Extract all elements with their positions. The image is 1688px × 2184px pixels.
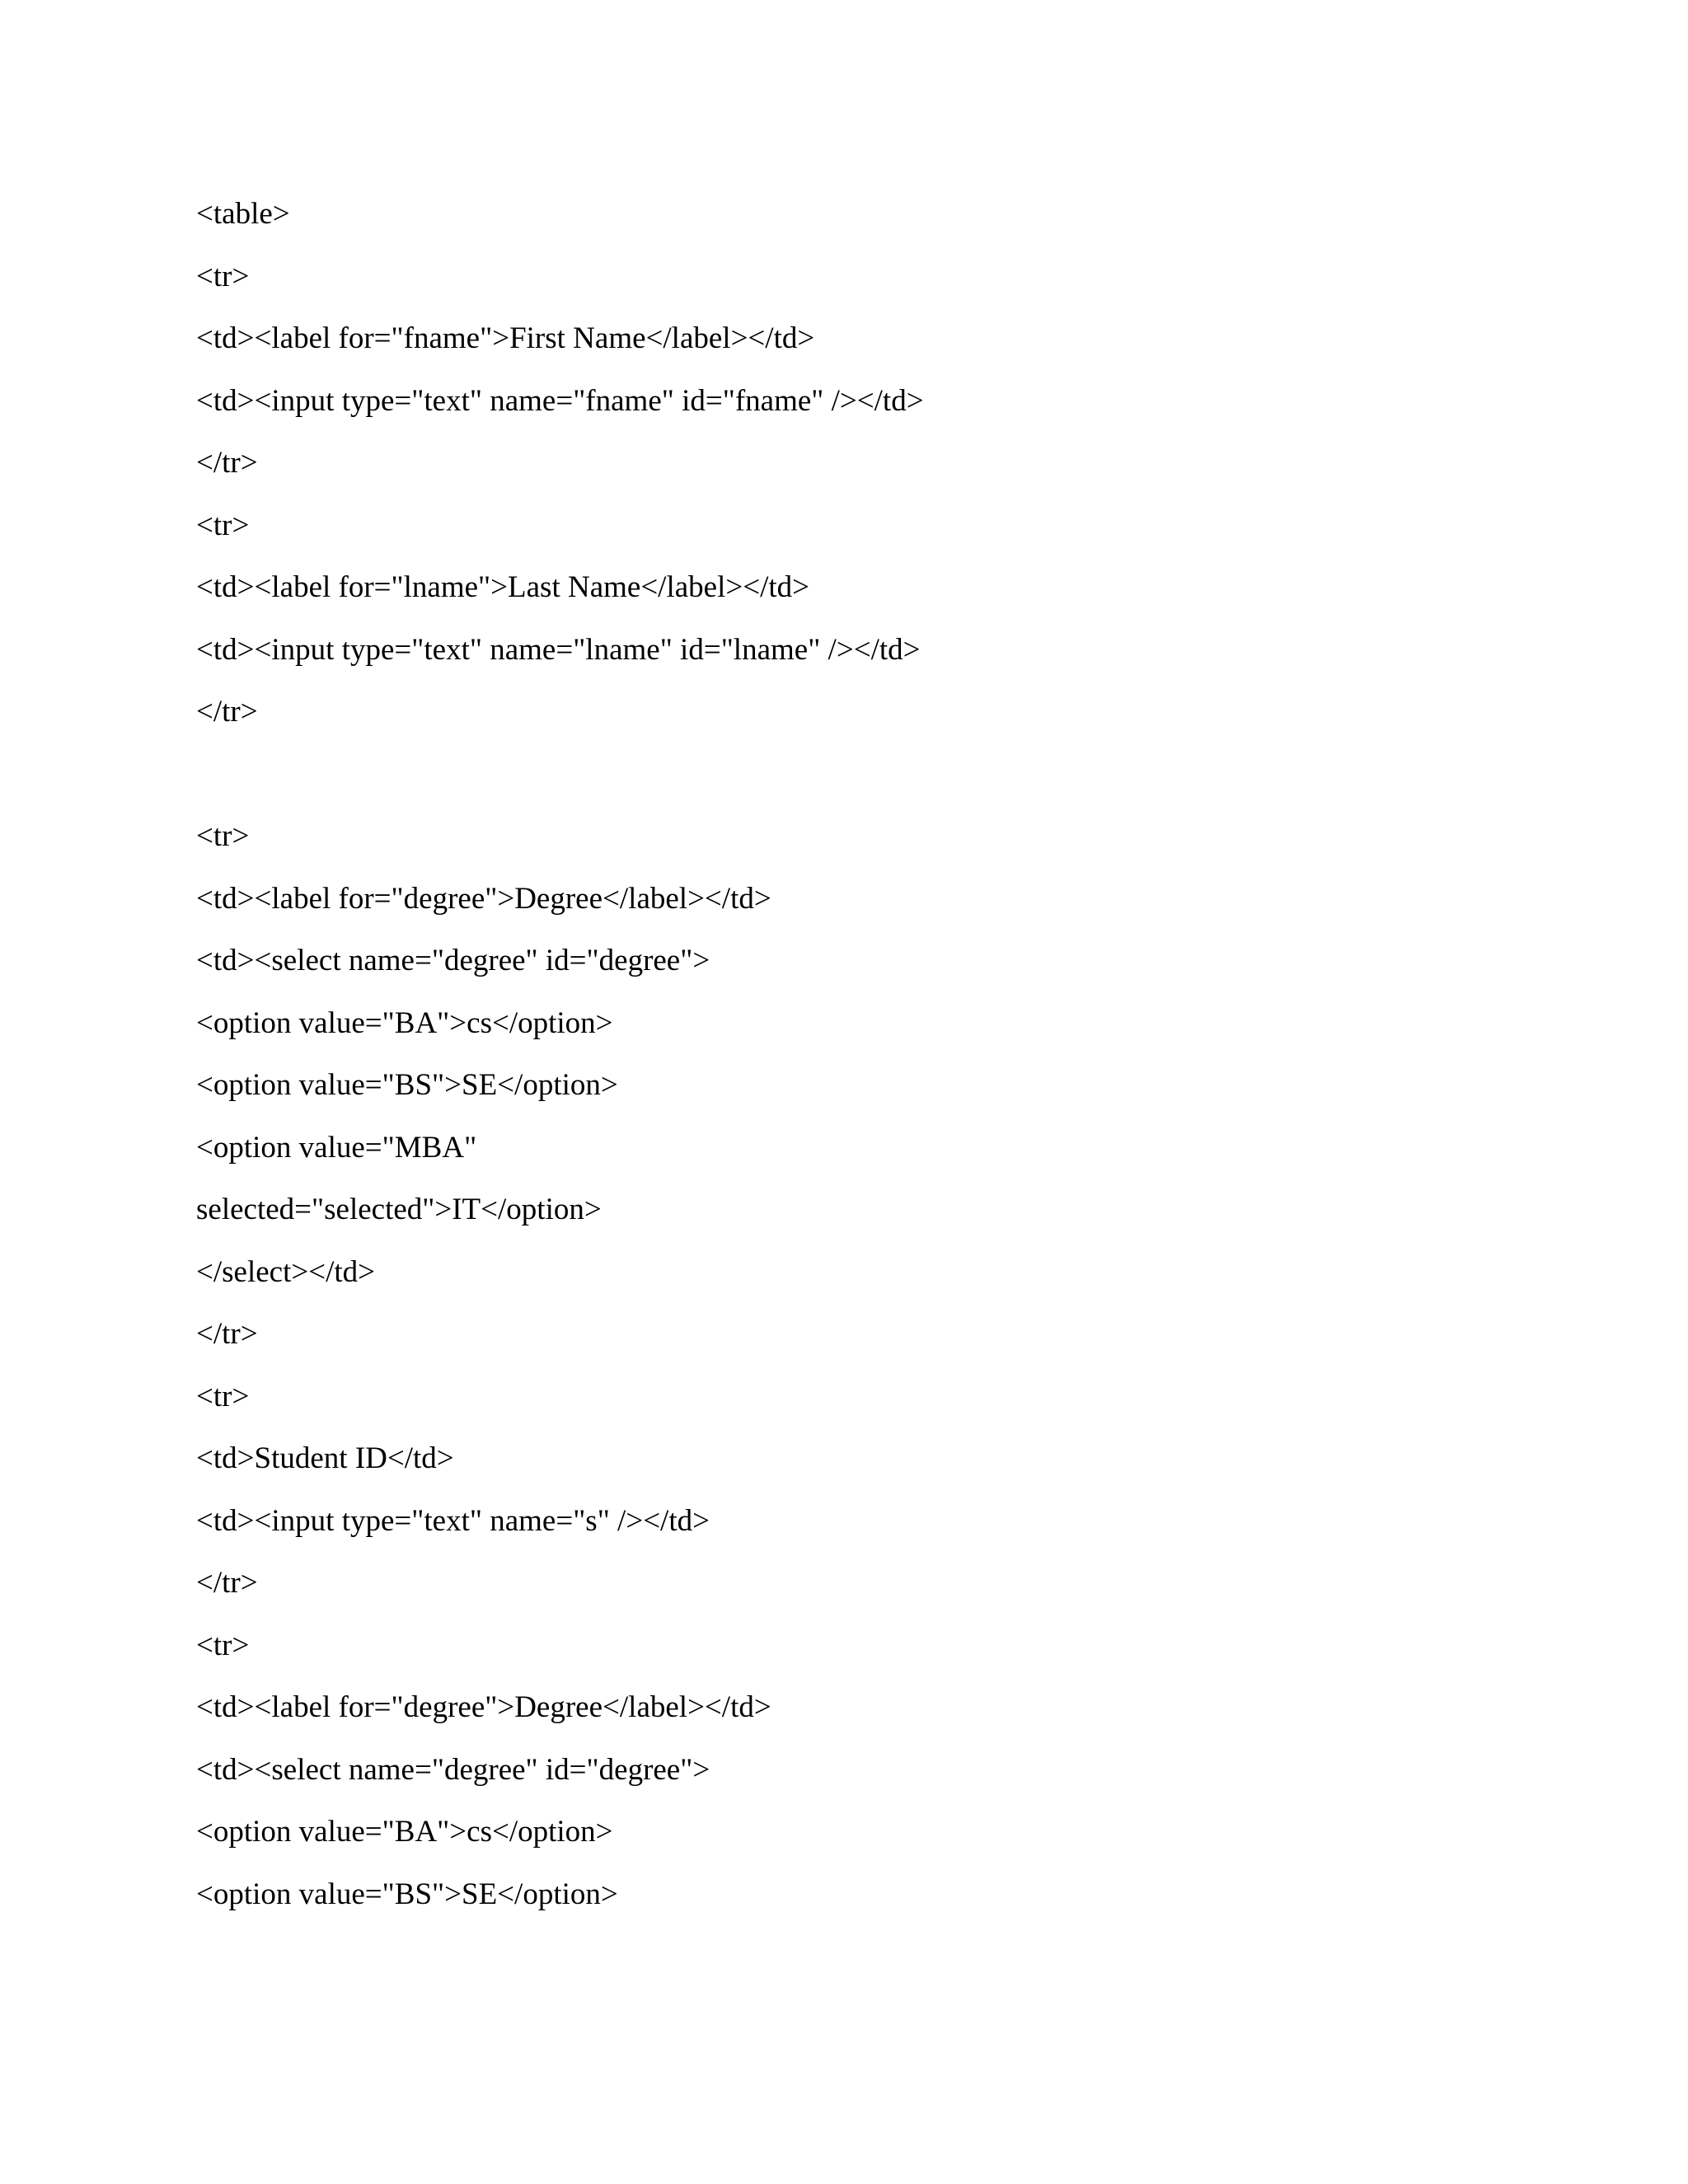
code-line-option-selected: selected="selected">IT</option> xyxy=(196,1193,602,1226)
code-line-option-bs: <option value="BS">SE</option> xyxy=(196,1877,618,1911)
code-line-option-ba: <option value="BA">cs</option> xyxy=(196,1815,613,1849)
code-line-blank xyxy=(196,755,1597,818)
code-line-tr-close: </tr> xyxy=(196,1317,258,1351)
code-line-degree-label: <td><label for="degree">Degree</label></td> xyxy=(196,1690,771,1724)
code-line-option-ba: <option value="BA">cs</option> xyxy=(196,1005,613,1040)
code-line-tr-open: <tr> xyxy=(196,1628,250,1662)
code-line-lname-input: <td><input type="text" name="lname" id="lname" /></td> xyxy=(196,632,921,667)
code-line-degree-select: <td><select name="degree" id="degree"> xyxy=(196,944,710,977)
code-line-select-close: </select></td> xyxy=(196,1254,376,1289)
code-line-option-mba: <option value="MBA" xyxy=(196,1130,477,1165)
code-line-option-bs: <option value="BS">SE</option> xyxy=(196,1068,618,1102)
code-line-fname-label: <td><label for="fname">First Name</label></td> xyxy=(196,321,815,355)
code-line-degree-select: <td><select name="degree" id="degree"> xyxy=(196,1752,710,1787)
code-line-student-id-input: <td><input type="text" name="s" /></td> xyxy=(196,1503,710,1538)
code-line-table-open: <table> xyxy=(196,197,290,231)
code-line-tr-close: </tr> xyxy=(196,695,258,729)
code-line-tr-open: <tr> xyxy=(196,819,250,853)
code-line-tr-open: <tr> xyxy=(196,259,250,293)
code-line-student-id-label: <td>Student ID</td> xyxy=(196,1441,454,1475)
code-line-tr-close: </tr> xyxy=(196,1566,258,1600)
code-line-tr-open: <tr> xyxy=(196,1379,250,1413)
code-line-lname-label: <td><label for="lname">Last Name</label></td> xyxy=(196,570,810,604)
code-line-tr-open: <tr> xyxy=(196,508,250,542)
code-listing xyxy=(196,194,1597,1937)
code-line-degree-label: <td><label for="degree">Degree</label></td> xyxy=(196,881,771,916)
code-line-tr-close: </tr> xyxy=(196,446,258,480)
code-line-fname-input: <td><input type="text" name="fname" id="fname" /></td> xyxy=(196,383,924,418)
